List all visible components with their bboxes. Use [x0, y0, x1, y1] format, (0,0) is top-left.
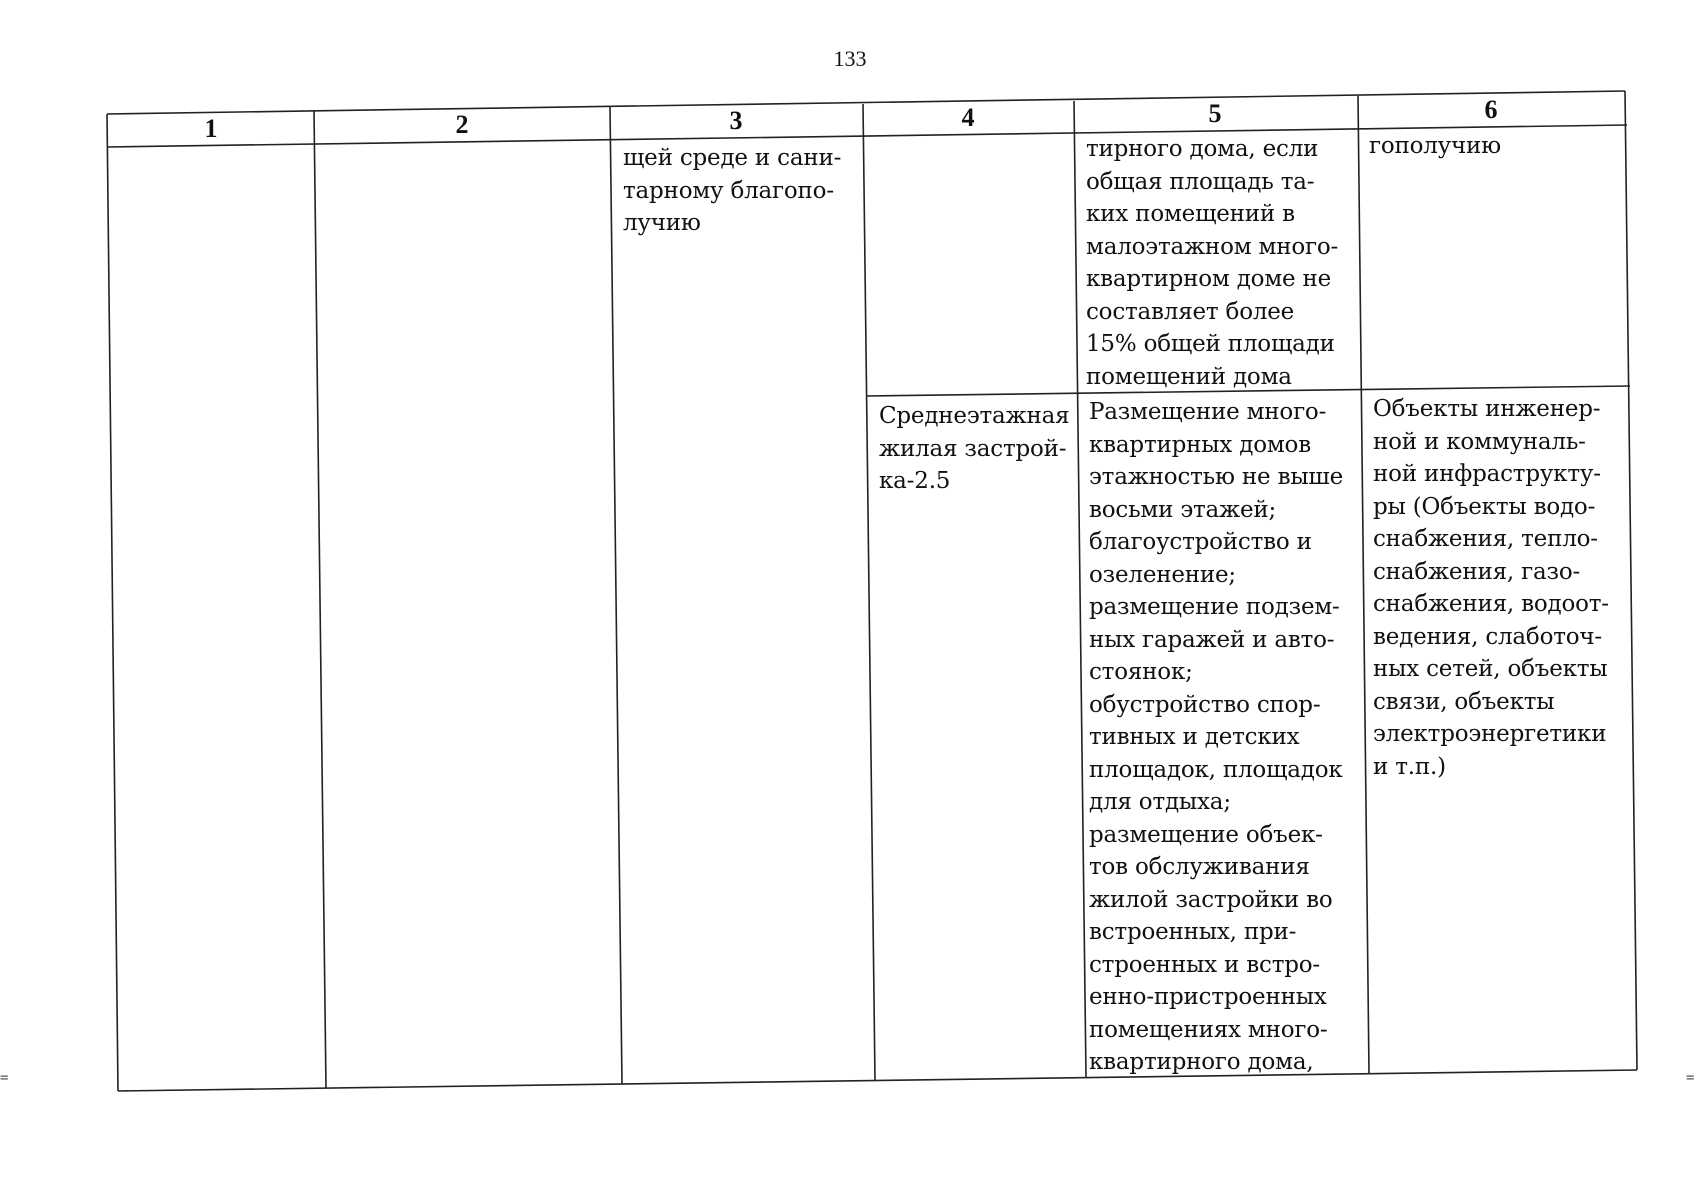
col-divider-1-2 — [314, 111, 326, 1088]
col-divider-2-3 — [610, 107, 622, 1084]
row2-col5-text: Размещение много- квартирных домов этажностью не выше восьми этажей; благоустройство и озеленение; размещение подзем- ных гаражей и авто- стоянок; обустройство спор- тивных и детских площадок, площадок для отдыха; размещение объек- тов обслуживания жилой застройки во встроенных, при- строенных и встро- енно-пристроенных помещениях много- квартирного дома, — [1089, 399, 1344, 1075]
right-margin-mark: = — [1686, 1070, 1695, 1086]
column-header-2: 2 — [455, 110, 469, 139]
table-bottom-border — [118, 1070, 1637, 1091]
row2-col6-text: Объекты инженер- ной и коммуналь- ной инфраструкту- ры (Объекты водо- снабжения, тепло- снабжения, газо- снабжения, водоот- ведения, слаботоч- ных сетей, объекты связи, объекты электроэнергетики и т.п.) — [1373, 396, 1609, 780]
row1-col3-text: щей среде и сани- тарному благопо- лучию — [623, 145, 842, 236]
row1-col5-text: тирного дома, если общая площадь та- ких помещений в малоэтажном много- квартирном доме не составляет более 15% общей площади помещений дома — [1086, 136, 1339, 390]
col-divider-4-5 — [1074, 101, 1086, 1077]
page-number: 133 — [833, 46, 867, 71]
column-header-1: 1 — [204, 114, 218, 143]
column-header-5: 5 — [1208, 99, 1222, 128]
table-top-border — [107, 91, 1625, 114]
column-header-3: 3 — [729, 106, 743, 135]
col-divider-3-4 — [863, 104, 875, 1080]
column-header-4: 4 — [961, 103, 975, 132]
row2-col4-text: Среднеэтажная жилая застрой- ка-2.5 — [879, 403, 1070, 494]
column-header-6: 6 — [1484, 95, 1498, 124]
table-left-border — [107, 114, 118, 1091]
row1-col6-text: гополучию — [1369, 133, 1501, 159]
left-margin-mark: = — [0, 1070, 9, 1086]
